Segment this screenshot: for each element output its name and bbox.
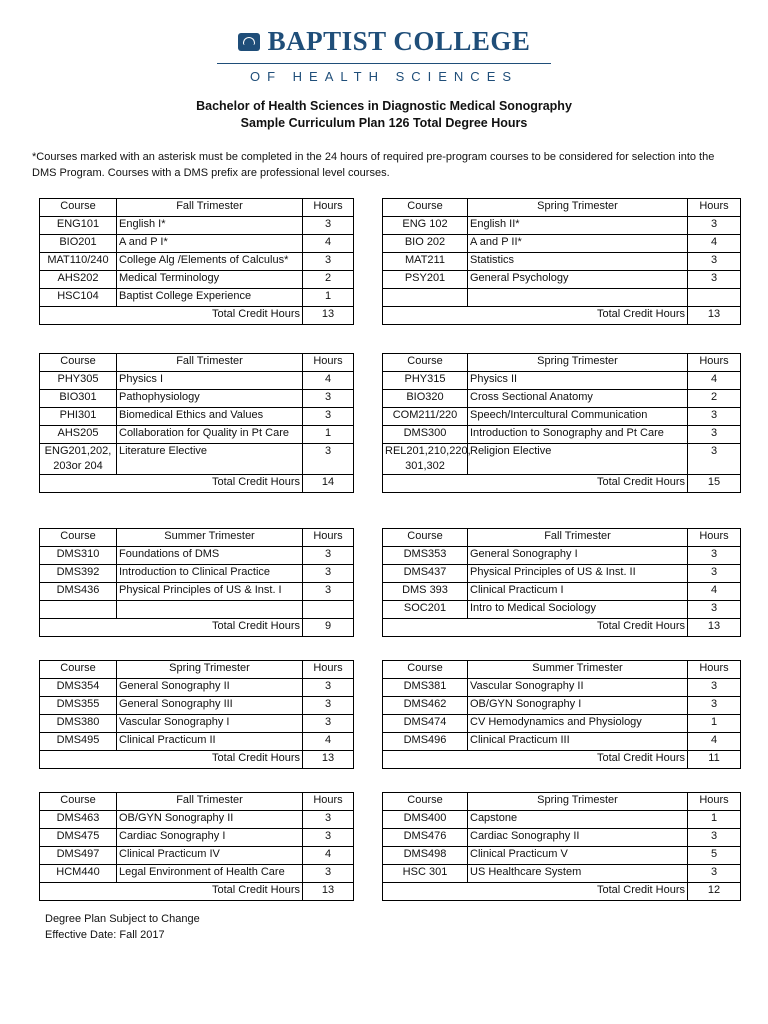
total-label: Total Credit Hours (383, 751, 688, 769)
course-title: A and P II* (468, 235, 688, 253)
total-label: Total Credit Hours (40, 475, 303, 493)
total-hours: 9 (303, 619, 354, 637)
course-code: DMS 393 (383, 583, 468, 601)
course-code: AHS205 (40, 426, 117, 444)
course-hours: 4 (688, 372, 741, 390)
column-gap (354, 847, 383, 865)
header-term: Summer Trimester (468, 661, 688, 679)
semester-table (39, 792, 741, 901)
table-row (40, 289, 741, 307)
course-title: Collaboration for Quality in Pt Care (117, 426, 303, 444)
course-title: Vascular Sonography I (117, 715, 303, 733)
course-hours: 3 (688, 444, 741, 475)
course-hours: 3 (303, 390, 354, 408)
course-code: HSC104 (40, 289, 117, 307)
course-title: Physical Principles of US & Inst. I (117, 583, 303, 601)
header-hours: Hours (303, 354, 354, 372)
course-hours: 3 (303, 444, 354, 475)
header-course: Course (383, 199, 468, 217)
column-gap (354, 547, 383, 565)
footer-line-2: Effective Date: Fall 2017 (45, 929, 165, 941)
course-title: Religion Elective (468, 444, 688, 475)
title-line-2: Sample Curriculum Plan 126 Total Degree Hours (240, 116, 528, 130)
course-code: ENG201,202, 203or 204 (40, 444, 117, 475)
column-gap (354, 883, 383, 901)
column-gap (354, 751, 383, 769)
course-hours: 3 (303, 253, 354, 271)
table-row (40, 253, 741, 271)
logo-subtitle: OF HEALTH SCIENCES (249, 69, 519, 84)
course-code: HCM440 (40, 865, 117, 883)
semester-table (39, 528, 741, 637)
course-code: REL201,210,220, 301,302 (383, 444, 468, 475)
course-hours: 3 (688, 565, 741, 583)
total-label: Total Credit Hours (40, 883, 303, 901)
course-title: Clinical Practicum V (468, 847, 688, 865)
page-title (0, 98, 768, 132)
course-code: DMS355 (40, 697, 117, 715)
table-row (40, 390, 741, 408)
column-gap (354, 475, 383, 493)
header-hours: Hours (688, 354, 741, 372)
course-code: DMS310 (40, 547, 117, 565)
course-hours: 1 (303, 289, 354, 307)
course-hours: 3 (303, 565, 354, 583)
course-code: DMS381 (383, 679, 468, 697)
header-course: Course (383, 793, 468, 811)
course-code: MAT211 (383, 253, 468, 271)
course-code: MAT110/240 (40, 253, 117, 271)
table-row (40, 811, 741, 829)
header-hours: Hours (688, 661, 741, 679)
column-gap (354, 601, 383, 619)
column-gap (354, 444, 383, 475)
course-code: DMS437 (383, 565, 468, 583)
course-title: Introduction to Clinical Practice (117, 565, 303, 583)
course-hours: 3 (688, 217, 741, 235)
table-row (40, 733, 741, 751)
header-term: Fall Trimester (117, 793, 303, 811)
header-term: Spring Trimester (468, 354, 688, 372)
total-label: Total Credit Hours (40, 307, 303, 325)
course-title: Biomedical Ethics and Values (117, 408, 303, 426)
table-header-row (40, 354, 741, 372)
total-hours: 14 (303, 475, 354, 493)
header-hours: Hours (688, 529, 741, 547)
course-code: DMS300 (383, 426, 468, 444)
course-title: General Sonography II (117, 679, 303, 697)
course-title (117, 601, 303, 619)
course-title: Physics II (468, 372, 688, 390)
course-code: PSY201 (383, 271, 468, 289)
course-title: Introduction to Sonography and Pt Care (468, 426, 688, 444)
course-code: DMS380 (40, 715, 117, 733)
header-course: Course (383, 661, 468, 679)
course-hours (688, 289, 741, 307)
total-hours: 15 (688, 475, 741, 493)
course-title: Capstone (468, 811, 688, 829)
course-hours: 3 (688, 547, 741, 565)
column-gap (354, 733, 383, 751)
course-code: BIO201 (40, 235, 117, 253)
course-title: Clinical Practicum III (468, 733, 688, 751)
course-title: Speech/Intercultural Communication (468, 408, 688, 426)
column-gap (354, 408, 383, 426)
total-row (40, 307, 741, 325)
course-code: SOC201 (383, 601, 468, 619)
course-code: AHS202 (40, 271, 117, 289)
total-label: Total Credit Hours (383, 619, 688, 637)
table-header-row (40, 793, 741, 811)
course-hours (303, 601, 354, 619)
course-hours: 4 (303, 235, 354, 253)
course-title: Baptist College Experience (117, 289, 303, 307)
course-title: Cardiac Sonography II (468, 829, 688, 847)
course-hours: 3 (303, 715, 354, 733)
course-hours: 4 (303, 847, 354, 865)
course-hours: 3 (303, 811, 354, 829)
course-code (383, 289, 468, 307)
prerequisite-note: *Courses marked with an asterisk must be completed in the 24 hours of required pre-program courses to be considered for selection into the DMS Program. Courses with a DMS prefix are professional level courses. (32, 151, 715, 179)
total-label: Total Credit Hours (383, 475, 688, 493)
course-hours: 1 (688, 811, 741, 829)
course-hours: 3 (688, 865, 741, 883)
course-title: English I* (117, 217, 303, 235)
college-emblem-icon (238, 33, 260, 51)
course-title: Cardiac Sonography I (117, 829, 303, 847)
course-title: Clinical Practicum IV (117, 847, 303, 865)
column-gap (354, 679, 383, 697)
header-hours: Hours (688, 199, 741, 217)
course-hours: 3 (688, 697, 741, 715)
header-course: Course (40, 793, 117, 811)
course-code: DMS436 (40, 583, 117, 601)
table-row (40, 271, 741, 289)
column-gap (354, 217, 383, 235)
course-hours: 3 (688, 271, 741, 289)
course-title: Pathophysiology (117, 390, 303, 408)
column-gap (354, 307, 383, 325)
header-term: Spring Trimester (468, 793, 688, 811)
course-hours: 4 (303, 733, 354, 751)
logo-divider (217, 63, 551, 64)
header-course: Course (40, 354, 117, 372)
total-label: Total Credit Hours (40, 619, 303, 637)
course-title: US Healthcare System (468, 865, 688, 883)
total-hours: 13 (688, 307, 741, 325)
header-term: Fall Trimester (117, 199, 303, 217)
table-row (40, 829, 741, 847)
total-label: Total Credit Hours (40, 751, 303, 769)
course-code: BIO 202 (383, 235, 468, 253)
column-gap (354, 811, 383, 829)
total-row (40, 619, 741, 637)
total-hours: 12 (688, 883, 741, 901)
course-title: English II* (468, 217, 688, 235)
semester-table (39, 353, 741, 493)
course-title: General Sonography I (468, 547, 688, 565)
course-code: DMS476 (383, 829, 468, 847)
total-hours: 11 (688, 751, 741, 769)
column-gap (354, 426, 383, 444)
course-code: DMS354 (40, 679, 117, 697)
header-hours: Hours (303, 661, 354, 679)
course-code: DMS475 (40, 829, 117, 847)
column-gap (354, 715, 383, 733)
table-row (40, 235, 741, 253)
footer-line-1: Degree Plan Subject to Change (45, 913, 200, 925)
course-code: DMS474 (383, 715, 468, 733)
header-hours: Hours (303, 199, 354, 217)
course-hours: 3 (688, 253, 741, 271)
course-title: Intro to Medical Sociology (468, 601, 688, 619)
table-row (40, 715, 741, 733)
column-gap (354, 793, 383, 811)
course-title: Medical Terminology (117, 271, 303, 289)
course-code: DMS400 (383, 811, 468, 829)
column-gap (354, 565, 383, 583)
course-code (40, 601, 117, 619)
table-header-row (40, 529, 741, 547)
course-title: Clinical Practicum II (117, 733, 303, 751)
header-term: Fall Trimester (117, 354, 303, 372)
course-code: BIO301 (40, 390, 117, 408)
total-label: Total Credit Hours (383, 307, 688, 325)
column-gap (354, 661, 383, 679)
course-code: DMS353 (383, 547, 468, 565)
course-hours: 4 (688, 235, 741, 253)
course-code: ENG 102 (383, 217, 468, 235)
course-hours: 3 (303, 679, 354, 697)
semester-table (39, 198, 741, 325)
column-gap (354, 865, 383, 883)
course-code: BIO320 (383, 390, 468, 408)
course-hours: 1 (303, 426, 354, 444)
column-gap (354, 253, 383, 271)
course-title: Legal Environment of Health Care (117, 865, 303, 883)
total-row (40, 883, 741, 901)
header-course: Course (40, 661, 117, 679)
footer (45, 911, 200, 943)
total-hours: 13 (688, 619, 741, 637)
table-row (40, 217, 741, 235)
column-gap (354, 619, 383, 637)
column-gap (354, 271, 383, 289)
course-hours: 3 (303, 547, 354, 565)
table-row (40, 426, 741, 444)
course-title: Cross Sectional Anatomy (468, 390, 688, 408)
column-gap (354, 372, 383, 390)
course-title: Foundations of DMS (117, 547, 303, 565)
course-code: DMS496 (383, 733, 468, 751)
course-title: General Sonography III (117, 697, 303, 715)
course-code: COM211/220 (383, 408, 468, 426)
table-row (40, 601, 741, 619)
table-row (40, 444, 741, 475)
course-title: CV Hemodynamics and Physiology (468, 715, 688, 733)
course-code: DMS462 (383, 697, 468, 715)
college-logo (0, 26, 768, 84)
column-gap (354, 583, 383, 601)
course-hours: 3 (688, 829, 741, 847)
course-hours: 3 (303, 217, 354, 235)
header-term: Summer Trimester (117, 529, 303, 547)
course-code: DMS392 (40, 565, 117, 583)
table-row (40, 372, 741, 390)
course-hours: 4 (688, 733, 741, 751)
table-header-row (40, 199, 741, 217)
header-term: Spring Trimester (468, 199, 688, 217)
course-title: Vascular Sonography II (468, 679, 688, 697)
course-hours: 2 (688, 390, 741, 408)
course-hours: 4 (688, 583, 741, 601)
course-title: College Alg /Elements of Calculus* (117, 253, 303, 271)
course-title: Statistics (468, 253, 688, 271)
table-row (40, 847, 741, 865)
course-title: A and P I* (117, 235, 303, 253)
title-line-1: Bachelor of Health Sciences in Diagnostic Medical Sonography (196, 99, 572, 113)
header-hours: Hours (303, 529, 354, 547)
course-code: PHI301 (40, 408, 117, 426)
course-title: Clinical Practicum I (468, 583, 688, 601)
column-gap (354, 529, 383, 547)
total-hours: 13 (303, 751, 354, 769)
course-hours: 2 (303, 271, 354, 289)
header-term: Spring Trimester (117, 661, 303, 679)
course-hours: 3 (303, 408, 354, 426)
course-code: DMS495 (40, 733, 117, 751)
course-hours: 3 (303, 829, 354, 847)
header-course: Course (40, 529, 117, 547)
course-hours: 3 (688, 408, 741, 426)
column-gap (354, 390, 383, 408)
course-hours: 4 (303, 372, 354, 390)
course-title: General Psychology (468, 271, 688, 289)
course-hours: 3 (303, 697, 354, 715)
total-row (40, 751, 741, 769)
table-header-row (40, 661, 741, 679)
total-label: Total Credit Hours (383, 883, 688, 901)
course-code: PHY315 (383, 372, 468, 390)
course-hours: 3 (688, 601, 741, 619)
total-hours: 13 (303, 883, 354, 901)
course-hours: 1 (688, 715, 741, 733)
table-row (40, 679, 741, 697)
column-gap (354, 354, 383, 372)
course-hours: 3 (303, 865, 354, 883)
logo-name: BAPTIST COLLEGE (267, 26, 531, 56)
semester-table (39, 660, 741, 769)
course-code: PHY305 (40, 372, 117, 390)
header-term: Fall Trimester (468, 529, 688, 547)
course-code: DMS497 (40, 847, 117, 865)
header-course: Course (40, 199, 117, 217)
table-row (40, 865, 741, 883)
table-row (40, 547, 741, 565)
course-title: Literature Elective (117, 444, 303, 475)
course-code: DMS498 (383, 847, 468, 865)
column-gap (354, 829, 383, 847)
course-hours: 3 (688, 679, 741, 697)
column-gap (354, 697, 383, 715)
header-course: Course (383, 354, 468, 372)
column-gap (354, 289, 383, 307)
course-code: HSC 301 (383, 865, 468, 883)
table-row (40, 583, 741, 601)
header-hours: Hours (303, 793, 354, 811)
total-row (40, 475, 741, 493)
course-code: ENG101 (40, 217, 117, 235)
course-title: OB/GYN Sonography II (117, 811, 303, 829)
course-hours: 3 (303, 583, 354, 601)
course-title: OB/GYN Sonography I (468, 697, 688, 715)
course-title (468, 289, 688, 307)
table-row (40, 565, 741, 583)
column-gap (354, 199, 383, 217)
header-course: Course (383, 529, 468, 547)
course-hours: 5 (688, 847, 741, 865)
course-code: DMS463 (40, 811, 117, 829)
course-hours: 3 (688, 426, 741, 444)
course-title: Physics I (117, 372, 303, 390)
column-gap (354, 235, 383, 253)
total-hours: 13 (303, 307, 354, 325)
header-hours: Hours (688, 793, 741, 811)
course-title: Physical Principles of US & Inst. II (468, 565, 688, 583)
table-row (40, 408, 741, 426)
table-row (40, 697, 741, 715)
